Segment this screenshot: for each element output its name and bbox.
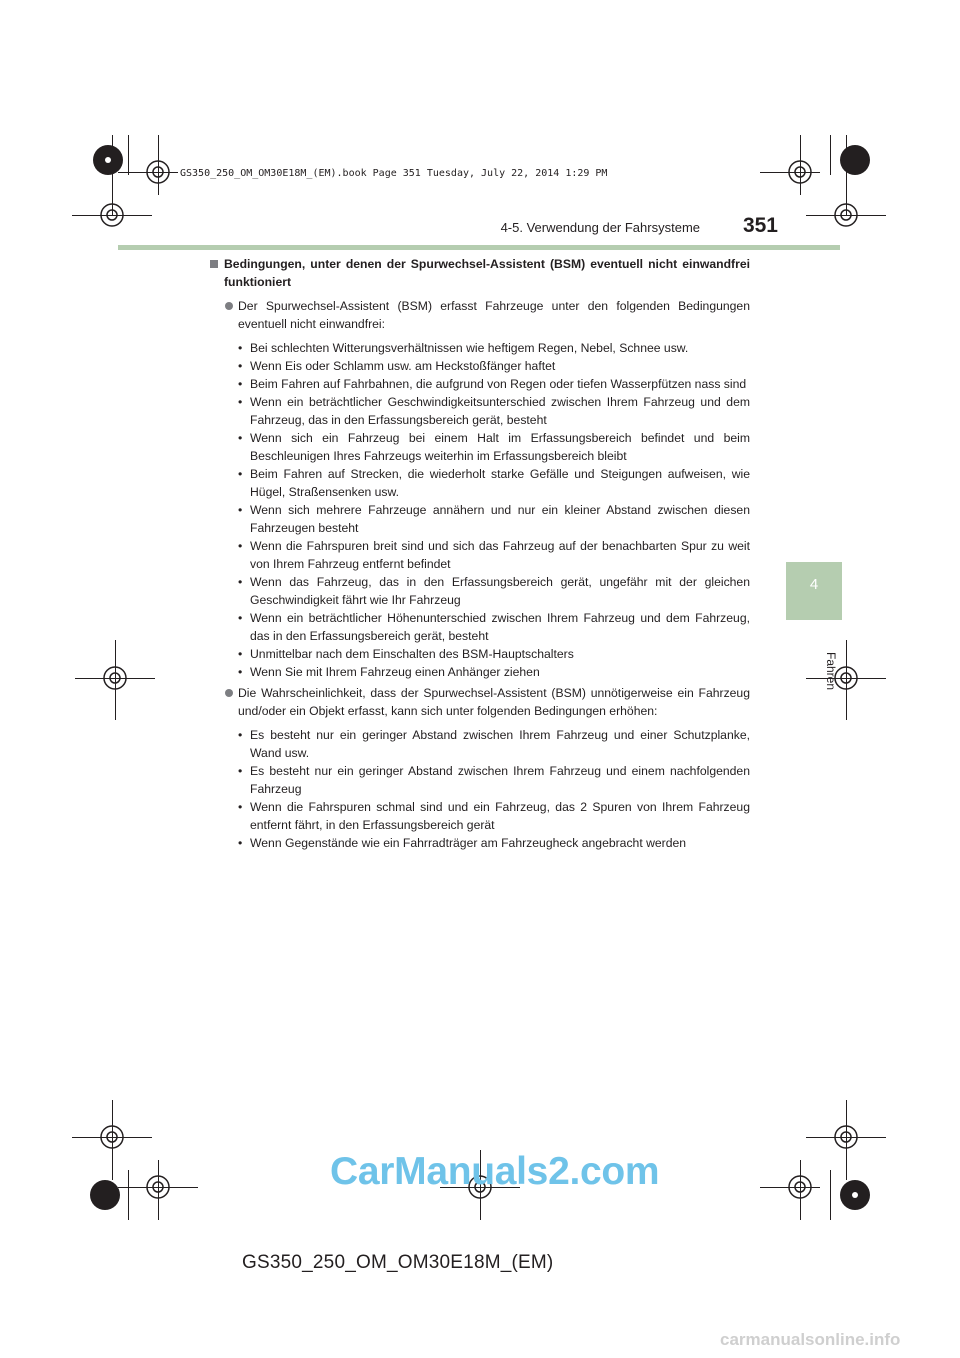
section-title: 4-5. Verwendung der Fahrsysteme: [500, 220, 700, 235]
page-number: 351: [742, 214, 778, 237]
list-item: • Wenn Eis oder Schlamm usw. am Heckstoßfänger haftet: [238, 359, 556, 373]
bullet-paragraph-text: Die Wahrscheinlichkeit, dass der Spurwechsel-Assistent (BSM) unnötigerweise ein Fahrzeug und/oder ein Objekt erfasst, kann sich unter folgenden Bedingungen erhöhen:: [238, 686, 750, 718]
list-item: • Wenn ein beträchtlicher Geschwindigkeitsunterschied zwischen Ihrem Fahrzeug und dem Fahrzeug, das in den Erfassungsbereich gerät, besteht: [238, 395, 750, 427]
chapter-label: Fahren: [824, 652, 838, 691]
list-item: • Wenn sich ein Fahrzeug bei einem Halt im Erfassungsbereich befindet und beim Beschleunigen Ihres Fahrzeugs weiterhin im Erfassungsbereich bleibt: [238, 431, 750, 463]
list-item: • Beim Fahren auf Strecken, die wiederholt starke Gefälle und Steigungen aufweisen, wie Hügel, Straßensenken usw.: [238, 467, 750, 499]
condition-list: [210, 726, 750, 852]
list-item: • Bei schlechten Witterungsverhältnissen wie heftigem Regen, Nebel, Schnee usw.: [238, 341, 689, 355]
footer-doc-code: GS350_250_OM_OM30E18M_(EM): [242, 1252, 554, 1273]
list-item: • Es besteht nur ein geringer Abstand zwischen Ihrem Fahrzeug und einem nachfolgenden Fahrzeug: [238, 764, 750, 796]
list-item: • Wenn sich mehrere Fahrzeuge annähern und nur ein kleiner Abstand zwischen diesen Fahrzeugen besteht: [238, 503, 750, 535]
list-item: • Wenn die Fahrspuren schmal sind und ein Fahrzeug, das 2 Spuren von Ihrem Fahrzeug entfernt fährt, in den Erfassungsbereich gerät: [238, 800, 750, 832]
page-content: [210, 255, 750, 855]
print-info: GS350_250_OM_OM30E18M_(EM).book Page 351 Tuesday, July 22, 2014 1:29 PM: [180, 168, 608, 179]
list-item: • Beim Fahren auf Fahrbahnen, die aufgrund von Regen oder tiefen Wasserpfützen nass sind: [238, 377, 747, 391]
bullet-paragraph: [210, 684, 750, 720]
list-item: • Wenn die Fahrspuren breit sind und sich das Fahrzeug auf der benachbarten Spur zu weit von Ihrem Fahrzeug entfernt befindet: [238, 539, 750, 571]
bullet-paragraph-text: Der Spurwechsel-Assistent (BSM) erfasst Fahrzeuge unter den folgenden Bedingungen eventuell nicht einwandfrei:: [238, 299, 750, 331]
list-item: • Wenn das Fahrzeug, das in den Erfassungsbereich gerät, ungefähr mit der gleichen Geschwindigkeit fährt wie Ihr Fahrzeug: [238, 575, 750, 607]
list-item: • Es besteht nur ein geringer Abstand zwischen Ihrem Fahrzeug und einer Schutzplanke, Wand usw.: [238, 728, 750, 760]
bullet-paragraph: [210, 297, 750, 333]
round-bullet-icon: [225, 689, 233, 697]
section-heading-text: Bedingungen, unter denen der Spurwechsel-Assistent (BSM) eventuell nicht einwandfrei funktioniert: [224, 257, 750, 289]
condition-list: [210, 339, 750, 681]
round-bullet-icon: [225, 302, 233, 310]
section-heading: [210, 255, 750, 291]
chapter-number: 4: [809, 576, 819, 593]
watermark-bottom: carmanualsonline.info: [720, 1330, 901, 1349]
header-rule: [118, 245, 840, 250]
square-bullet-icon: [210, 260, 218, 268]
list-item: • Wenn ein beträchtlicher Höhenunterschied zwischen Ihrem Fahrzeug und dem Fahrzeug, das in den Erfassungsbereich gerät, besteht: [238, 611, 750, 643]
list-item: • Wenn Gegenstände wie ein Fahrradträger am Fahrzeugheck angebracht werden: [238, 836, 687, 850]
watermark-logo: CarManuals2.com: [330, 1150, 660, 1193]
list-item: • Unmittelbar nach dem Einschalten des BSM-Hauptschalters: [238, 647, 574, 661]
list-item: • Wenn Sie mit Ihrem Fahrzeug einen Anhänger ziehen: [238, 665, 540, 679]
